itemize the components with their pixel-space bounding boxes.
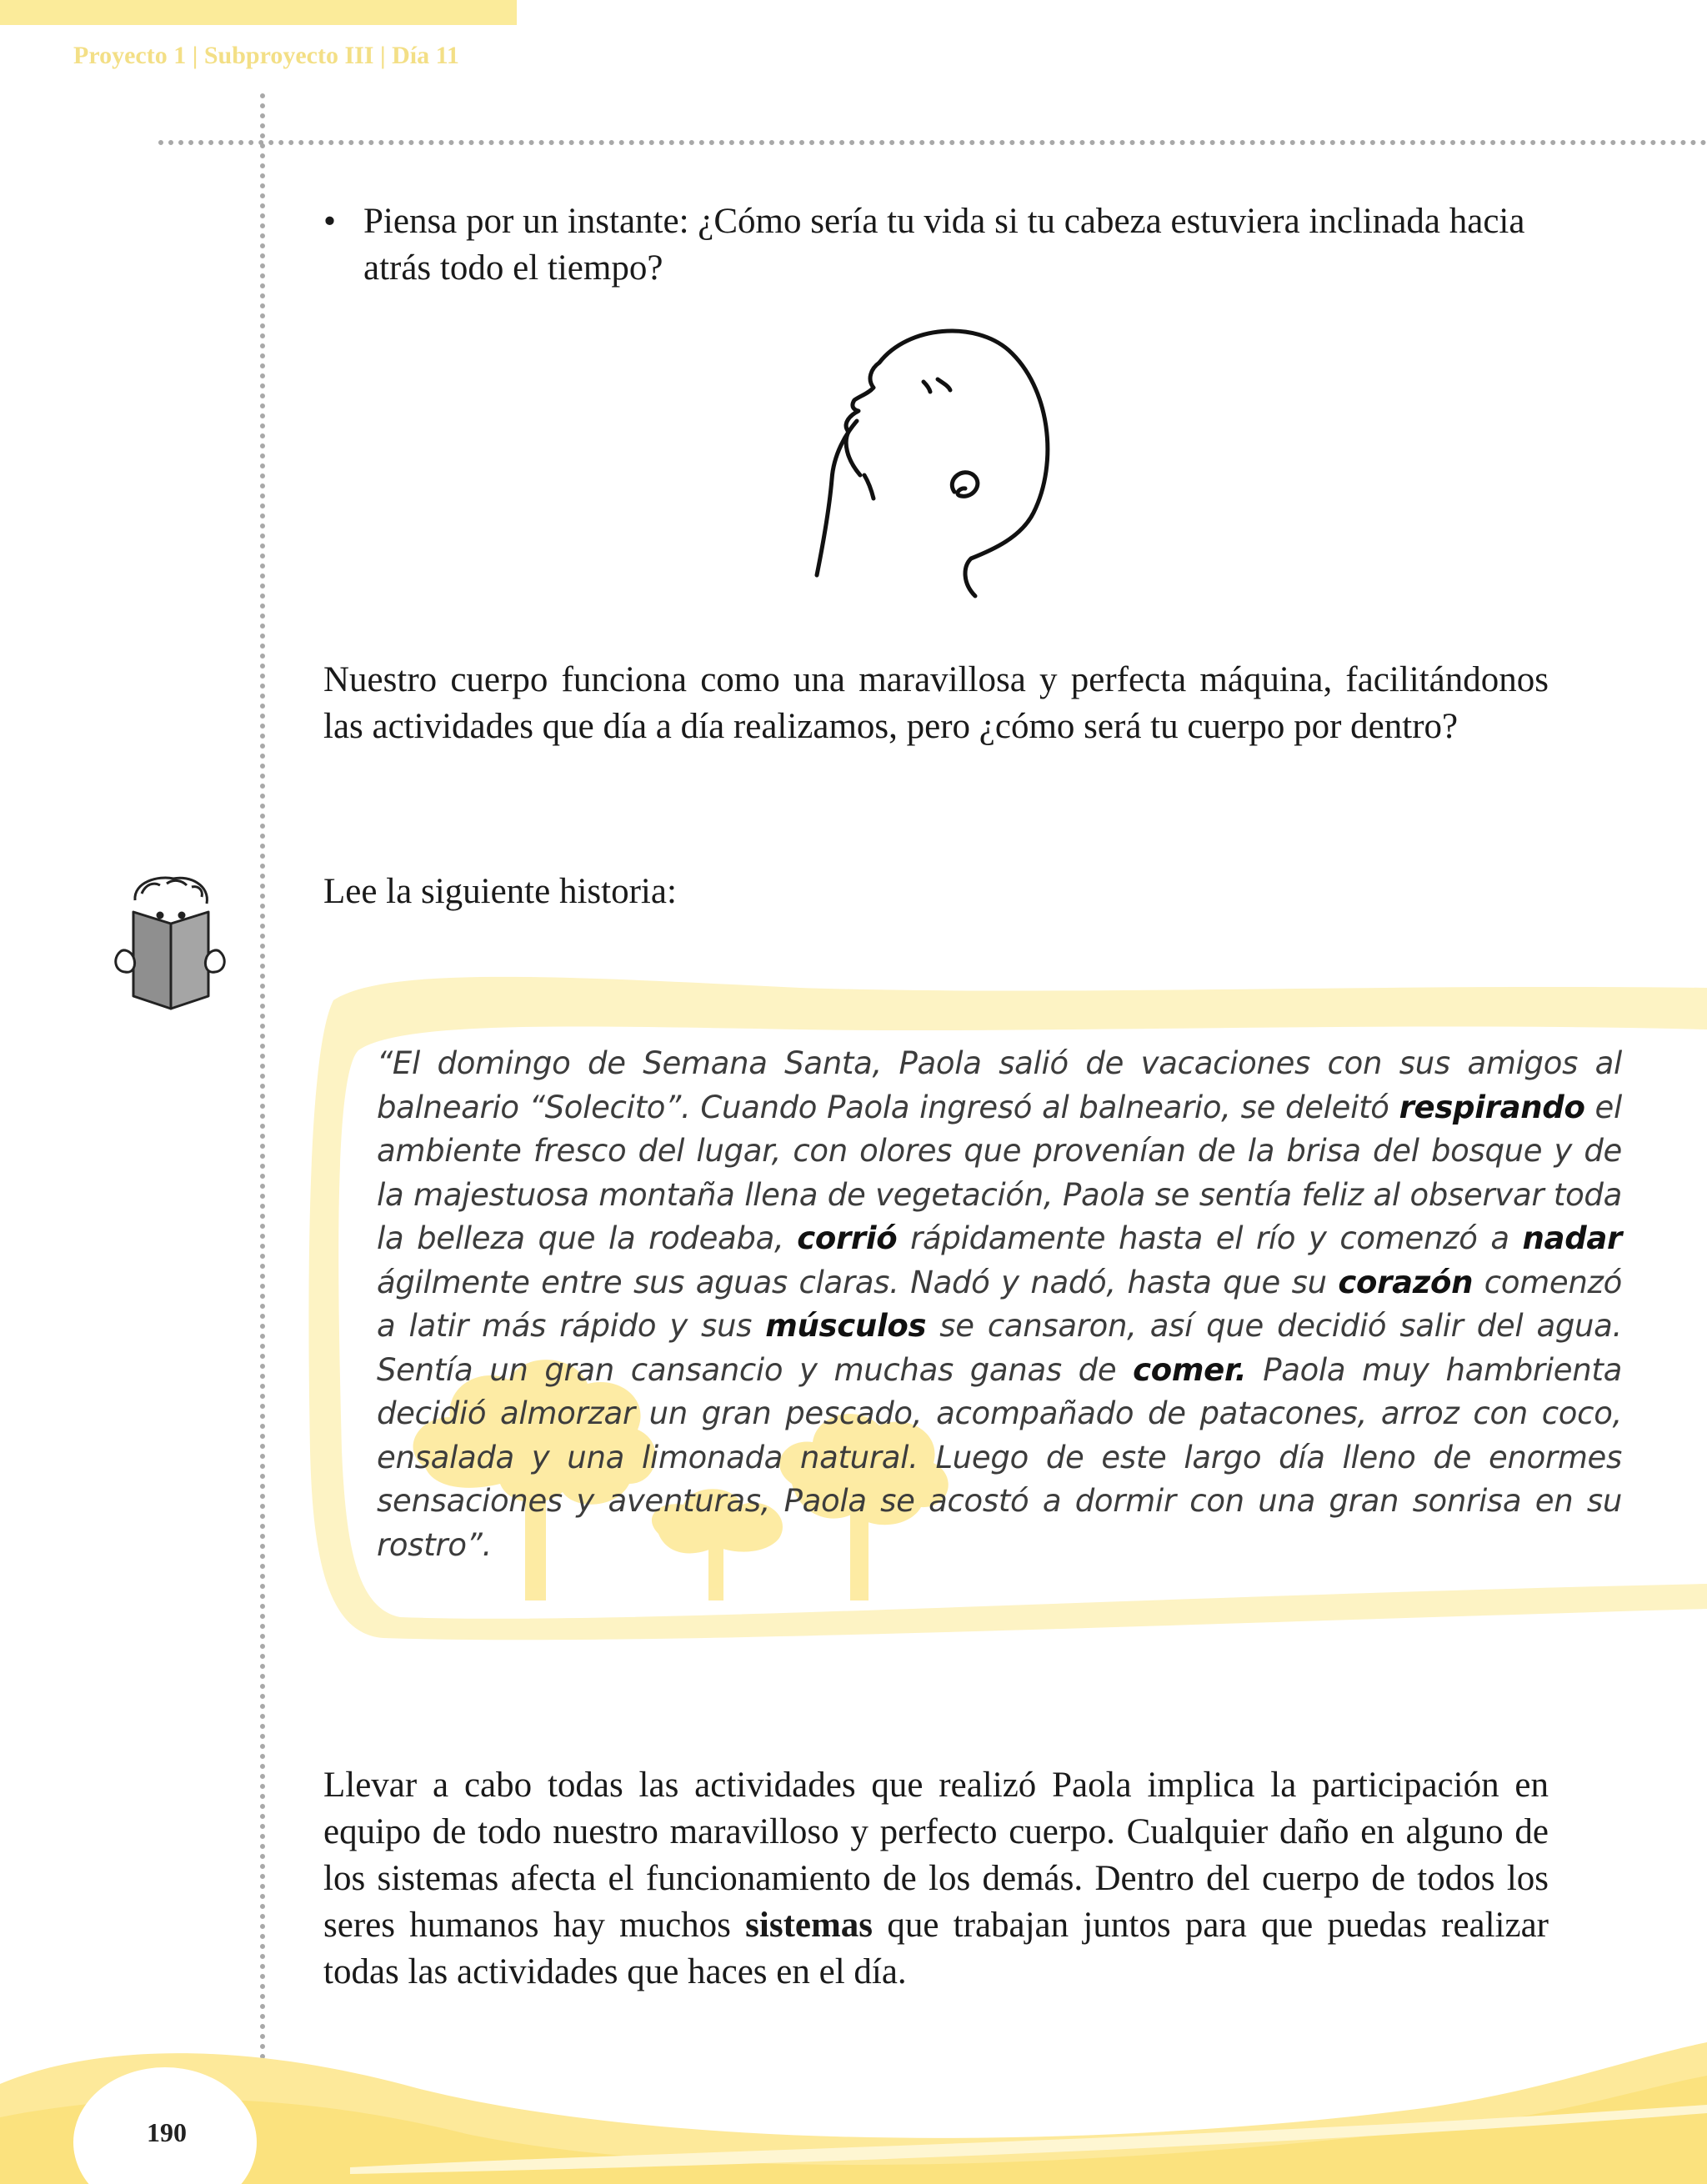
story-keyword-corazon: corazón [1338, 1264, 1474, 1300]
bullet-text: Piensa por un instante: ¿Cómo sería tu vida si tu cabeza estuviera inclinada hacia atrás todo el tiempo? [363, 202, 1525, 288]
head-tilted-back-illustration [783, 317, 1100, 609]
story-segment: “El domingo de Semana Santa, Paola salió de vacaciones con sus amigos al balneario “Solecito”. Cuando Paola ingresó al balneario, se deleitó [377, 1045, 1622, 1125]
story-keyword-respirando: respirando [1399, 1089, 1585, 1125]
story-text [377, 1042, 1622, 1567]
body-paragraph-1: Nuestro cuerpo funciona como una maravillosa y perfecta máquina, facilitándonos las actividades que día a día realizamos, pero ¿cómo será tu cuerpo por dentro? [323, 660, 1549, 746]
story-segment: comenzó a latir más rápido y sus [377, 1264, 1623, 1344]
lead-heading: Lee la siguiente historia: [323, 872, 677, 911]
horizontal-dotted-divider [158, 140, 1707, 145]
story-segment: Paola muy hambrienta decidió almorzar un gran pescado, acompañado de patacones, arroz con coco, ensalada y una limonada natural. Luego de este largo día lleno de enormes sensaciones y aventuras, Paola se acostó a dormir con una gran sonrisa en su rostro”. [377, 1351, 1622, 1563]
paragraph-2-keyword: sistemas [745, 1906, 874, 1945]
story-keyword-musculos: músculos [765, 1308, 927, 1344]
paragraph-2-text-end: que trabajan juntos para que puedas realizar todas las actividades que haces en el día. [323, 1906, 1549, 1991]
paragraph-2-text: Llevar a cabo todas las actividades que realizó Paola implica la participación en equipo de todo nuestro maravilloso y perfecto cuerpo. Cualquier daño en alguno de los sistemas afecta el funcionamiento de los demás. Dentro del cuerpo de todos los seres humanos hay muchos [323, 1766, 1549, 1945]
story-segment: se cansaron, así que decidió salir del agua. Sentía un gran cansancio y muchas ganas de [377, 1308, 1622, 1388]
story-segment: ágilmente entre sus aguas claras. Nadó y nadó, hasta que su [377, 1264, 1339, 1300]
vertical-dotted-divider [260, 93, 265, 2061]
child-reading-book-icon [108, 875, 233, 1017]
footer-wave-decoration [0, 2026, 1707, 2184]
page-number: 190 [147, 2117, 187, 2147]
story-segment: rápidamente hasta el río y comenzó a [897, 1220, 1523, 1256]
reflection-bullet [323, 198, 1557, 292]
story-segment: el ambiente fresco del lugar, con olores que provenían de la brisa del bosque y de la majestuosa montaña llena de vegetación, Paola se sentía feliz al observar toda la belleza que la rodeaba, [377, 1089, 1622, 1256]
story-keyword-nadar: nadar [1522, 1220, 1622, 1256]
header-bar [0, 0, 517, 25]
story-keyword-comer: comer. [1133, 1351, 1247, 1388]
story-keyword-corrio: corrió [797, 1220, 898, 1256]
header-title: Proyecto 1 | Subproyecto III | Día 11 [73, 42, 459, 69]
bullet-marker: • [323, 202, 337, 241]
body-paragraph-2 [323, 1762, 1549, 1996]
